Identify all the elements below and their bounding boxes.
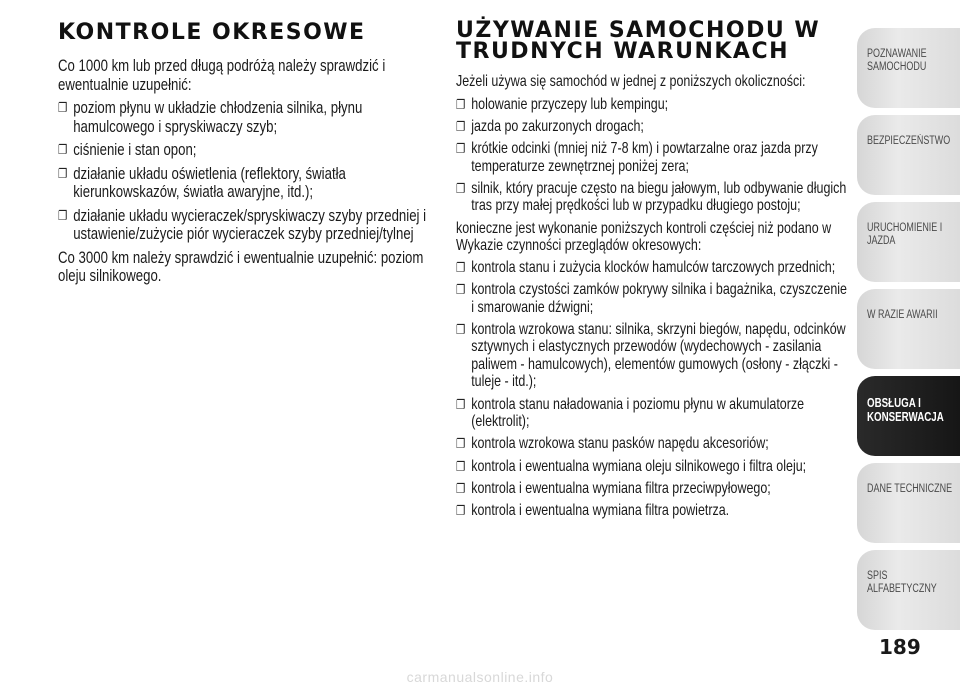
list-item: ❐ kontrola wzrokowa stanu pasków napędu akcesoriów; (456, 435, 769, 453)
right-intro: Jeżeli używa się samochód w jednej z poniższych okoliczności: (456, 73, 806, 90)
list-item: ❐ kontrola wzrokowa stanu: silnika, skrzyni biegów, napędu, odcinków sztywnych i elastycznych przewodów (wydechowych - zasilania paliwem - hamulcowych), elementów gumowych (osłony - złączki - tuleje - itd.); (456, 320, 846, 391)
tab-bezpieczenstwo[interactable]: BEZPIECZEŃSTWO (857, 115, 960, 195)
list-item: ❐ działanie układu wycieraczek/spryskiwaczy szyby przedniej i ustawienie/zużycie piór wycieraczek szyby przedniej/tylnej (58, 206, 427, 243)
list-item: ❐ kontrola stanu i zużycia klocków hamulców tarczowych przednich; (456, 258, 836, 276)
tab-w-razie-awarii[interactable]: W RAZIE AWARII (857, 289, 960, 369)
checkbox-bullet-icon: ❐ (58, 165, 68, 181)
list-item: ❐ silnik, który pracuje często na biegu jałowym, lub odbywanie długich tras przy małej prędkości lub w przypadku długiego postoju; (456, 179, 847, 215)
left-body (58, 57, 443, 286)
list-item: ❐ poziom płynu w układzie chłodzenia silnika, płynu hamulcowego i spryskiwaczy szyb; (58, 99, 363, 136)
conditions-list (456, 96, 848, 215)
checkbox-bullet-icon: ❐ (456, 458, 466, 474)
list-item: ❐ krótkie odcinki (mniej niż 7-8 km) i powtarzalne oraz jazda przy temperaturze zewnętrznej poniżej zera; (456, 139, 818, 175)
checkbox-bullet-icon: ❐ (456, 118, 466, 134)
checkbox-bullet-icon: ❐ (456, 259, 466, 275)
section-title-harsh-conditions: UŻYWANIE SAMOCHODU W TRUDNYCH WARUNKACH (456, 18, 821, 64)
checkbox-bullet-icon: ❐ (58, 142, 68, 157)
chapter-tabs (857, 28, 960, 637)
checkbox-bullet-icon: ❐ (456, 140, 466, 156)
checkbox-bullet-icon: ❐ (456, 396, 466, 412)
left-after-text: Co 3000 km należy sprawdzić i ewentualnie uzupełnić: poziom oleju silnikowego. (58, 248, 424, 285)
list-item: ❐ kontrola czystości zamków pokrywy silnika i bagażnika, czyszczenie i smarowanie dźwigni; (456, 280, 847, 316)
section-title-periodic-checks: KONTROLE OKRESOWE (58, 20, 366, 45)
checkbox-bullet-icon: ❐ (456, 480, 466, 496)
left-checklist (58, 99, 443, 244)
checkbox-bullet-icon: ❐ (456, 321, 466, 337)
tab-poznawanie-samochodu[interactable]: POZNAWANIE SAMOCHODU (857, 28, 960, 108)
tab-spis-alfabetyczny[interactable]: SPIS ALFABETYCZNY (857, 550, 960, 630)
checkbox-bullet-icon: ❐ (58, 100, 68, 115)
list-item: ❐ kontrola i ewentualna wymiana oleju silnikowego i filtra oleju; (456, 457, 807, 475)
list-item: ❐ działanie układu oświetlenia (reflektory, światła kierunkowskazów, światła awaryjne, itd.); (58, 164, 346, 201)
list-item: ❐ ciśnienie i stan opon; (58, 141, 197, 159)
tab-dane-techniczne[interactable]: DANE TECHNICZNE (857, 463, 960, 543)
list-item: ❐ kontrola stanu naładowania i poziomu płynu w akumulatorze (elektrolit); (456, 395, 805, 431)
checkbox-bullet-icon: ❐ (456, 96, 466, 112)
right-body (456, 73, 848, 520)
watermark: carmanualsonline.info (406, 669, 554, 685)
tab-obsluga-i-konserwacja[interactable]: OBSŁUGA I KONSERWACJA (857, 376, 960, 456)
list-item: ❐ kontrola i ewentualna wymiana filtra przeciwpyłowego; (456, 479, 771, 497)
checkbox-bullet-icon: ❐ (456, 180, 466, 196)
left-column (58, 20, 443, 291)
checkbox-bullet-icon: ❐ (58, 207, 68, 223)
checkbox-bullet-icon: ❐ (456, 281, 466, 297)
list-item: ❐ holowanie przyczepy lub kempingu; (456, 95, 669, 113)
right-column (456, 20, 848, 524)
tab-uruchomienie-i-jazda[interactable]: URUCHOMIENIE I JAZDA (857, 202, 960, 282)
right-middle-text: konieczne jest wykonanie poniższych kontroli częściej niż podano w Wykazie czynności przeglądów okresowych: (456, 219, 832, 255)
page-number: 189 (879, 635, 921, 659)
left-intro: Co 1000 km lub przed długą podróżą należy sprawdzić i ewentualnie uzupełnić: (58, 57, 386, 94)
checkbox-bullet-icon: ❐ (456, 436, 466, 452)
list-item: ❐ jazda po zakurzonych drogach; (456, 117, 644, 135)
checks-list (456, 259, 848, 520)
list-item: ❐ kontrola i ewentualna wymiana filtra powietrza. (456, 502, 730, 519)
checkbox-bullet-icon: ❐ (456, 503, 466, 518)
